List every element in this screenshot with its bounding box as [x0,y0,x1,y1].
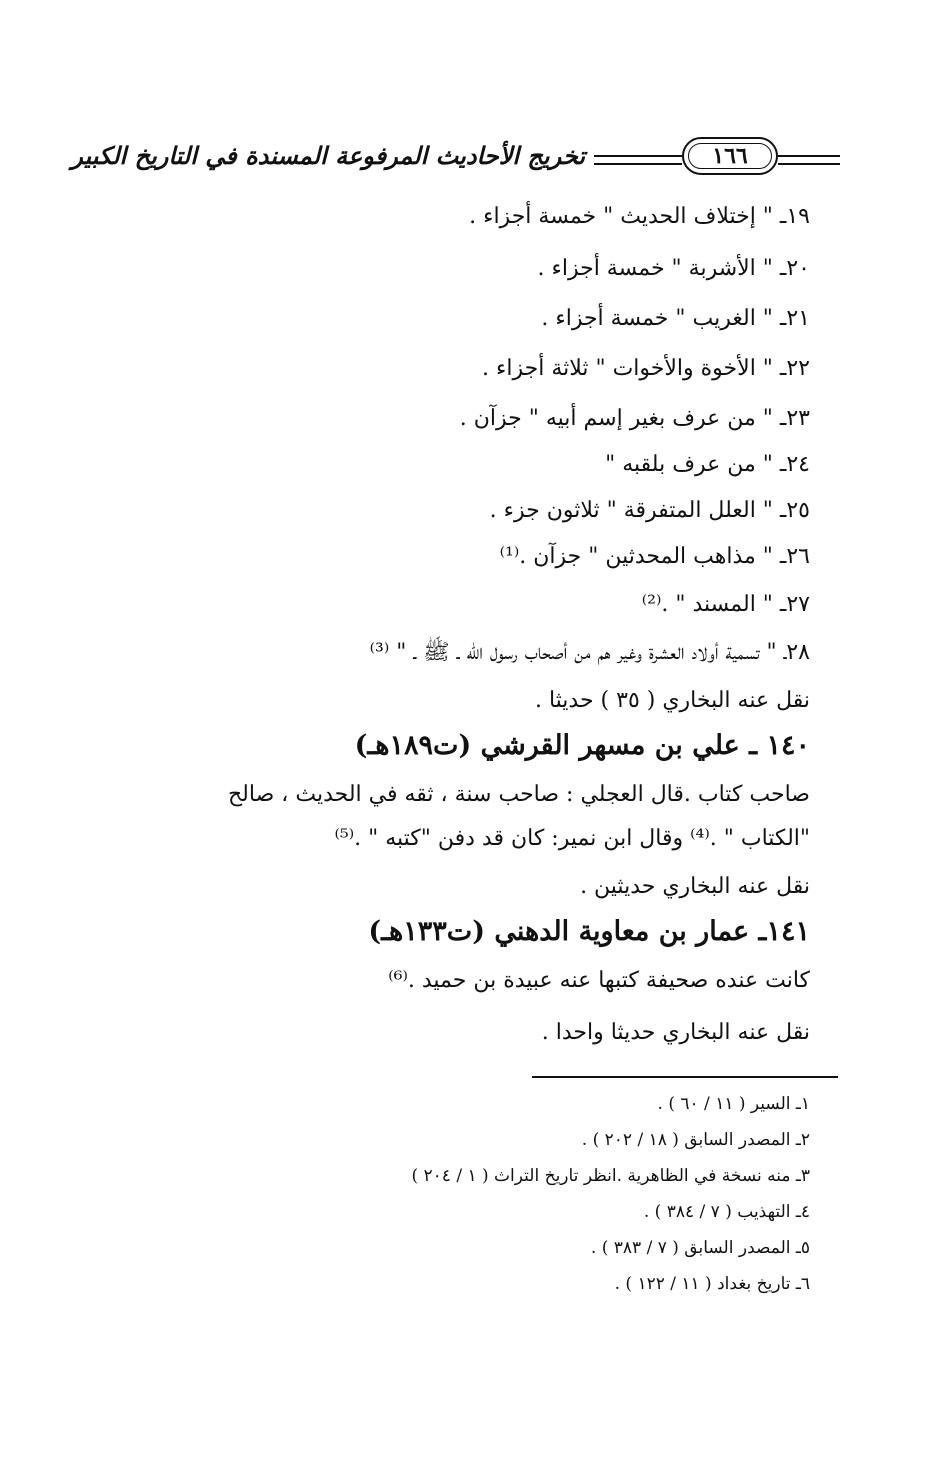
page-number: ١٦٦ [712,143,748,169]
page-header [71,135,840,183]
footnote-1: ١ـ السير ( ١١ / ٦٠ ) . [657,1094,810,1114]
list-item-27: ٢٧ـ " المسند " .⁽²⁾ [641,592,810,617]
entry-140-text-1: صاحب كتاب .قال العجلي : صاحب سنة ، ثقه في الحديث ، صالح [227,782,810,807]
entry-heading-141: ١٤١ـ عمار بن معاوية الدهني (ت١٣٣هـ) [368,916,810,947]
entry-heading-140: ١٤٠ ـ علي بن مسهر القرشي (ت١٨٩هـ) [354,730,810,761]
list-item-23: ٢٣ـ " من عرف بغير إسم أبيه " جزآن . [459,406,810,431]
bukhari-count-line: نقل عنه البخاري ( ٣٥ ) حديثا . [534,688,810,713]
footnote-5: ٥ـ المصدر السابق ( ٧ / ٣٨٣ ) . [590,1238,810,1258]
entry-141-text-1: كانت عنده صحيفة كتبها عنه عبيدة بن حميد .⁽⁶⁾ [388,968,810,993]
running-title: تخريج الأحاديث المرفوعة المسندة في التاريخ الكبير [71,141,585,170]
footnote-separator [532,1076,838,1078]
page-number-frame [682,137,778,175]
entry-141-text-2: نقل عنه البخاري حديثا واحدا . [541,1020,810,1045]
entry-140-text-3: نقل عنه البخاري حديثين . [580,874,810,899]
header-rule-left [594,155,682,165]
footnote-2: ٢ـ المصدر السابق ( ١٨ / ٢٠٢ ) . [581,1130,810,1150]
list-item-20: ٢٠ـ " الأشربة " خمسة أجزاء . [537,256,810,281]
footnote-4: ٤ـ التهذيب ( ٧ / ٣٨٤ ) . [643,1202,810,1222]
header-rule-right [778,155,840,165]
footnote-6: ٦ـ تاريخ بغداد ( ١١ / ١٢٢ ) . [614,1274,810,1294]
list-item-28: ٢٨ـ " تسمية أولاد العشرة وغير هم من أصحاب رسول الله ـ ﷺ ـ " ⁽³⁾ [369,640,810,665]
list-item-19: ١٩ـ " إختلاف الحديث " خمسة أجزاء . [469,204,810,229]
entry-140-text-2: "الكتاب " .⁽⁴⁾ وقال ابن نمير: كان قد دفن "كتبه " .⁽⁵⁾ [334,826,810,851]
list-item-25: ٢٥ـ " العلل المتفرقة " ثلاثون جزء . [489,498,810,523]
list-item-21: ٢١ـ " الغريب " خمسة أجزاء . [541,306,810,331]
footnote-3: ٣ـ منه نسخة في الظاهرية .انظر تاريخ التراث ( ١ / ٢٠٤ ) [411,1166,810,1186]
list-item-26: ٢٦ـ " مذاهب المحدثين " جزآن .⁽¹⁾ [499,544,810,569]
list-item-24: ٢٤ـ " من عرف بلقبه " [605,452,810,477]
list-item-22: ٢٢ـ " الأخوة والأخوات " ثلاثة أجزاء . [482,356,810,381]
